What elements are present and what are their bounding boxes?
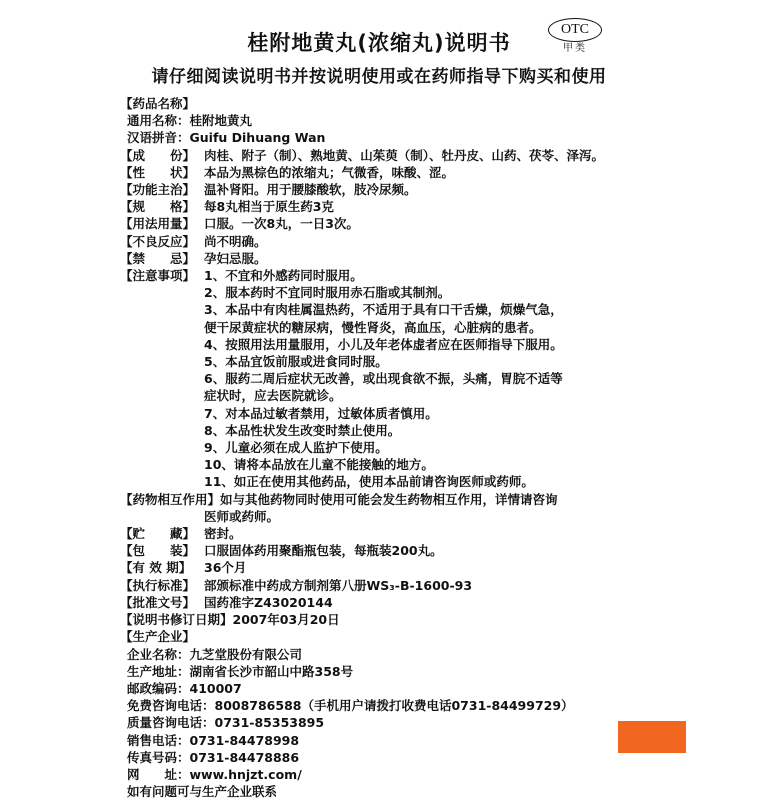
package-row bbox=[120, 542, 680, 559]
storage-row bbox=[120, 525, 680, 542]
standard-row bbox=[120, 577, 680, 594]
precaution-item: 6、服药二周后症状无改善，或出现食欲不振，头痛，胃脘不适等 bbox=[204, 371, 563, 387]
interactions-row bbox=[120, 491, 680, 508]
specification-row bbox=[120, 198, 680, 215]
approval-value: 国药准字Z43020144 bbox=[204, 594, 333, 610]
storage-value: 密封。 bbox=[204, 526, 242, 542]
precaution-item: 10、请将本品放在儿童不能接触的地方。 bbox=[204, 457, 434, 473]
pinyin-name: 汉语拼音：Guifu Dihuang Wan bbox=[127, 130, 326, 146]
interactions-value: 如与其他药物同时使用可能会发生药物相互作用，详情请咨询 bbox=[220, 491, 558, 507]
interactions-label: 【药物相互作用】 bbox=[120, 491, 221, 507]
validity-label: 【有 效 期】 bbox=[120, 560, 192, 576]
manufacturer-line: 邮政编码：410007 bbox=[127, 680, 242, 696]
standard-value: 部颁标准中药成方制剂第八册WS₃-B-1600-93 bbox=[204, 577, 473, 593]
contraindications-label: 【禁 忌】 bbox=[120, 250, 196, 266]
adverse-label: 【不良反应】 bbox=[120, 233, 196, 249]
dosage-value: 口服。一次8丸，一日3次。 bbox=[204, 216, 359, 232]
manufacturer-line: 网 址：www.hnjzt.com/ bbox=[127, 766, 302, 782]
revision-value: 2007年03月20日 bbox=[232, 612, 340, 628]
revision-row bbox=[120, 611, 680, 628]
package-value: 口服固体药用聚酯瓶包装，每瓶装200丸。 bbox=[204, 543, 443, 559]
precaution-item: 8、本品性状发生改变时禁止使用。 bbox=[204, 422, 401, 438]
adverse-value: 尚不明确。 bbox=[204, 233, 267, 249]
otc-badge: OTC bbox=[548, 18, 602, 42]
contraindications-value: 孕妇忌服。 bbox=[204, 250, 267, 266]
package-label: 【包 装】 bbox=[120, 543, 196, 559]
manufacturer-line: 传真号码：0731-84478886 bbox=[127, 749, 300, 765]
revision-label: 【说明书修订日期】 bbox=[120, 612, 233, 628]
document-subtitle: 请仔细阅读说明书并按说明使用或在药师指导下购买和使用 bbox=[151, 67, 607, 87]
precaution-item: 症状时，应去医院就诊。 bbox=[204, 388, 342, 404]
contraindications-row bbox=[120, 250, 680, 267]
description-value: 本品为黑棕色的浓缩丸；气微香，味酸、涩。 bbox=[204, 164, 455, 180]
standard-label: 【执行标准】 bbox=[120, 577, 196, 593]
indications-value: 温补肾阳。用于腰膝酸软，肢冷尿频。 bbox=[204, 182, 417, 198]
ingredients-label: 【成 份】 bbox=[120, 147, 196, 163]
manufacturer-line: 生产地址：湖南省长沙市韶山中路358号 bbox=[127, 663, 354, 679]
dosage-label: 【用法用量】 bbox=[120, 216, 196, 232]
orange-color-block bbox=[618, 721, 686, 753]
storage-label: 【贮 藏】 bbox=[120, 526, 196, 542]
specification-label: 【规 格】 bbox=[120, 199, 196, 215]
approval-row bbox=[120, 594, 680, 611]
precaution-item: 9、儿童必须在成人监护下使用。 bbox=[204, 440, 388, 456]
manufacturer-line: 免费咨询电话：8008786588（手机用户请拨打收费电话0731-84499729） bbox=[127, 698, 574, 714]
description-label: 【性 状】 bbox=[120, 164, 196, 180]
specification-value: 每8丸相当于原生药3克 bbox=[204, 199, 334, 215]
otc-class-label: 甲类 bbox=[563, 43, 587, 54]
approval-label: 【批准文号】 bbox=[120, 594, 196, 610]
precaution-item: 便干尿黄症状的糖尿病，慢性肾炎，高血压，心脏病的患者。 bbox=[204, 319, 542, 335]
manufacturer-line: 企业名称：九芝堂股份有限公司 bbox=[127, 646, 303, 662]
precaution-item: 11、如正在使用其他药品，使用本品前请咨询医师或药师。 bbox=[204, 474, 534, 490]
otc-badge-group bbox=[545, 18, 605, 55]
precaution-item: 7、对本品过敏者禁用，过敏体质者慎用。 bbox=[204, 405, 438, 421]
interactions-value-cont: 医师或药师。 bbox=[204, 508, 280, 524]
manufacturer-line: 销售电话：0731-84478998 bbox=[127, 732, 300, 748]
ingredients-row bbox=[120, 147, 680, 164]
manufacturer-label: 【生产企业】 bbox=[120, 629, 196, 645]
leaflet-body bbox=[120, 95, 680, 800]
validity-value: 36个月 bbox=[204, 560, 247, 576]
precaution-item: 【注意事项】 1、不宜和外感药同时服用。 bbox=[120, 268, 363, 284]
precaution-item: 2、服本药时不宜同时服用赤石脂或其制剂。 bbox=[204, 285, 451, 301]
validity-row bbox=[120, 559, 680, 576]
common-name: 通用名称：桂附地黄丸 bbox=[127, 113, 253, 129]
precaution-item: 4、按照用法用量服用，小儿及年老体虚者应在医师指导下服用。 bbox=[204, 336, 563, 352]
manufacturer-line: 质量咨询电话：0731-85353895 bbox=[127, 715, 325, 731]
adverse-row bbox=[120, 233, 680, 250]
manufacturer-section bbox=[120, 628, 680, 800]
indications-row bbox=[120, 181, 680, 198]
precaution-item: 3、本品中有肉桂属温热药，不适用于具有口干舌燥，烦燥气急， bbox=[204, 302, 563, 318]
document-title: 桂附地黄丸(浓缩丸)说明书 bbox=[247, 31, 511, 55]
drug-name-label: 【药品名称】 bbox=[120, 96, 196, 111]
precaution-item: 5、本品宜饭前服或进食同时服。 bbox=[204, 354, 388, 370]
indications-label: 【功能主治】 bbox=[120, 182, 196, 198]
dosage-row bbox=[120, 215, 680, 232]
precautions-section bbox=[120, 267, 680, 491]
precautions-label: 【注意事项】 bbox=[120, 268, 196, 284]
manufacturer-line: 如有问题可与生产企业联系 bbox=[127, 784, 278, 800]
ingredients-value: 肉桂、附子（制）、熟地黄、山茱萸（制）、牡丹皮、山药、茯苓、泽泻。 bbox=[204, 147, 605, 163]
description-row bbox=[120, 164, 680, 181]
